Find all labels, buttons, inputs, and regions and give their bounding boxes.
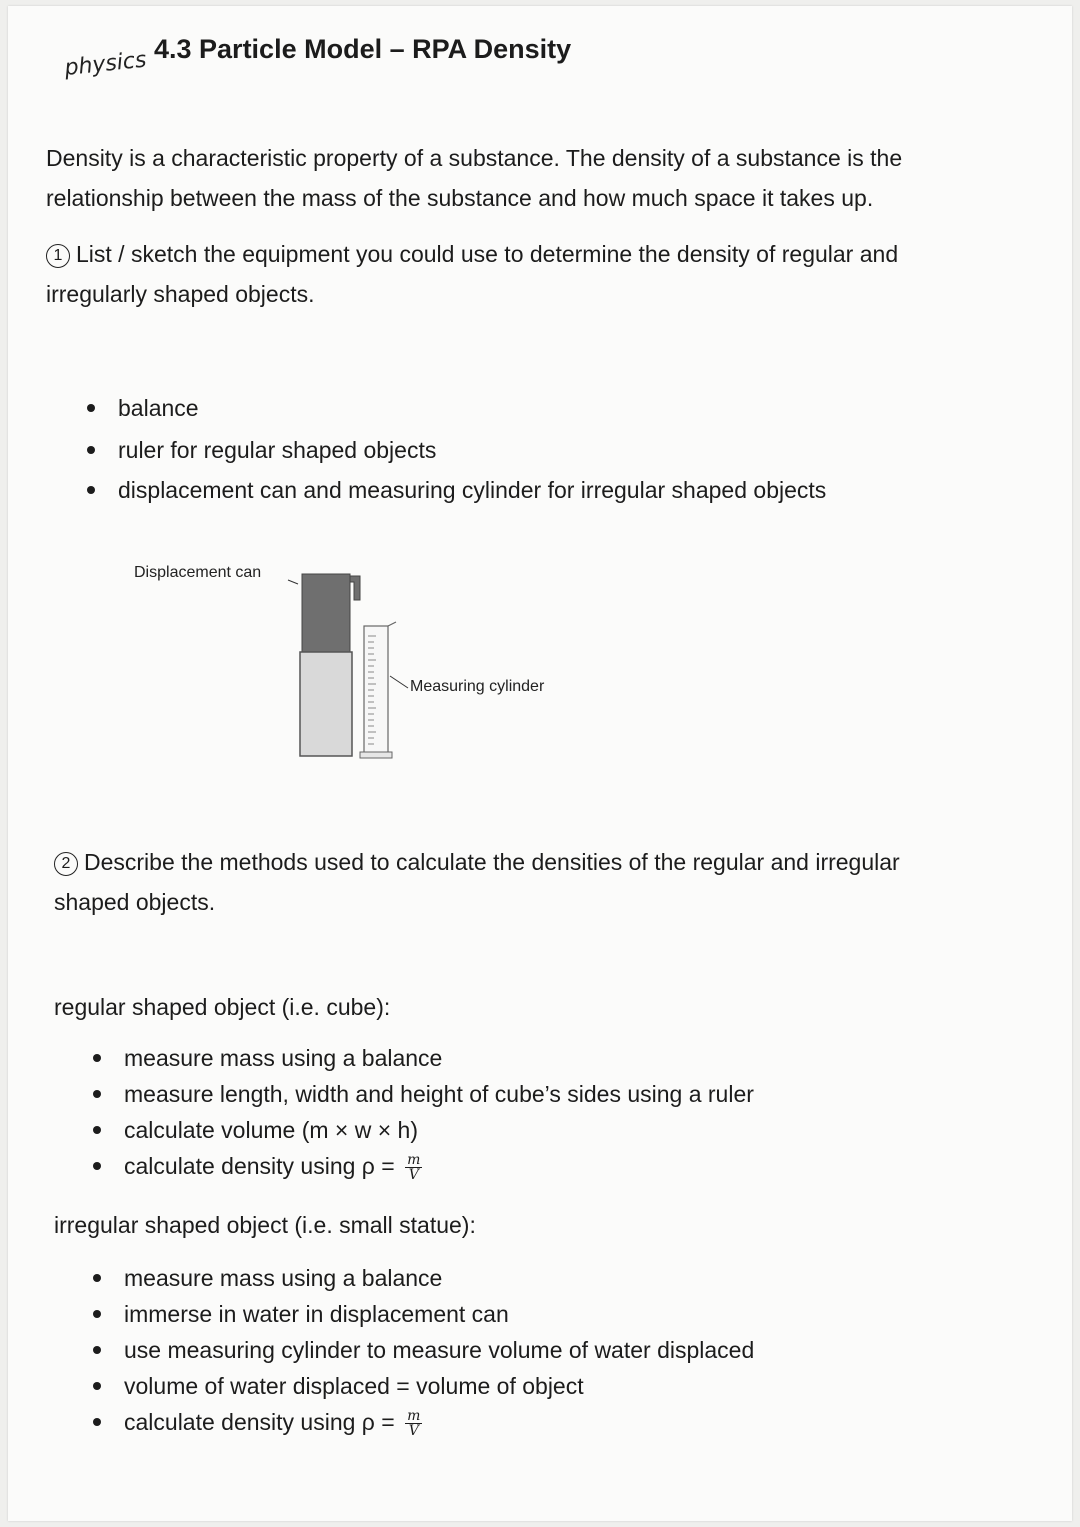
regular-heading: regular shaped object (i.e. cube): [54,994,391,1020]
formula-numerator: m [407,1152,421,1169]
formula-numerator: m [407,1408,421,1425]
list-item: immerse in water in displacement can [88,1296,754,1332]
displacement-can-label: Displacement can [134,564,262,581]
formula-denominator: V [408,1423,419,1440]
measuring-cylinder-label: Measuring cylinder [410,678,545,695]
list-item: calculate volume (m × w × h) [88,1112,754,1148]
irregular-density-step: calculate density using ρ = [124,1409,395,1435]
list-item: measure length, width and height of cube’s sides using a ruler [88,1076,754,1112]
density-formula [405,1153,422,1182]
list-item: displacement can and measuring cylinder for irregular shaped objects [82,472,826,508]
measuring-cylinder [364,626,388,754]
question-2 [54,842,900,922]
displacement-can-top [302,574,350,652]
intro-line-1: Density is a characteristic property of a substance. The density of a substance is the [46,145,903,171]
page-title: 4.3 Particle Model – RPA Density [154,34,572,64]
worksheet-page [8,6,1072,1521]
regular-steps-list [88,1040,754,1184]
intro-paragraph [46,138,902,218]
displacement-can-body [300,652,352,756]
cylinder-lip [388,622,396,626]
question-number-2: 2 [54,852,78,876]
can-leader-line [288,580,298,584]
cylinder-leader-line [390,676,408,688]
irregular-heading: irregular shaped object (i.e. small statue): [54,1212,476,1238]
density-formula [405,1409,422,1438]
cylinder-base [360,752,392,758]
equipment-diagram [278,566,418,762]
question-2-line-1: Describe the methods used to calculate the densities of the regular and irregular [84,849,900,875]
list-item: balance [82,390,826,426]
list-item: ruler for regular shaped objects [82,432,826,468]
subject-label: physics [63,47,148,81]
irregular-steps-list [88,1260,754,1440]
question-1 [46,234,898,314]
intro-line-2: relationship between the mass of the substance and how much space it takes up. [46,185,874,211]
list-item: use measuring cylinder to measure volume of water displaced [88,1332,754,1368]
question-number-1: 1 [46,244,70,268]
formula-denominator: V [408,1167,419,1184]
list-item: measure mass using a balance [88,1260,754,1296]
list-item: volume of water displaced = volume of object [88,1368,754,1404]
question-1-line-2: irregularly shaped objects. [46,281,315,307]
displacement-can-spout [350,576,360,600]
list-item: measure mass using a balance [88,1040,754,1076]
question-2-line-2: shaped objects. [54,889,216,915]
regular-density-step: calculate density using ρ = [124,1153,395,1179]
list-item [88,1404,754,1440]
equipment-list [82,390,826,508]
list-item [88,1148,754,1184]
question-1-line-1: List / sketch the equipment you could use to determine the density of regular and [76,241,899,267]
